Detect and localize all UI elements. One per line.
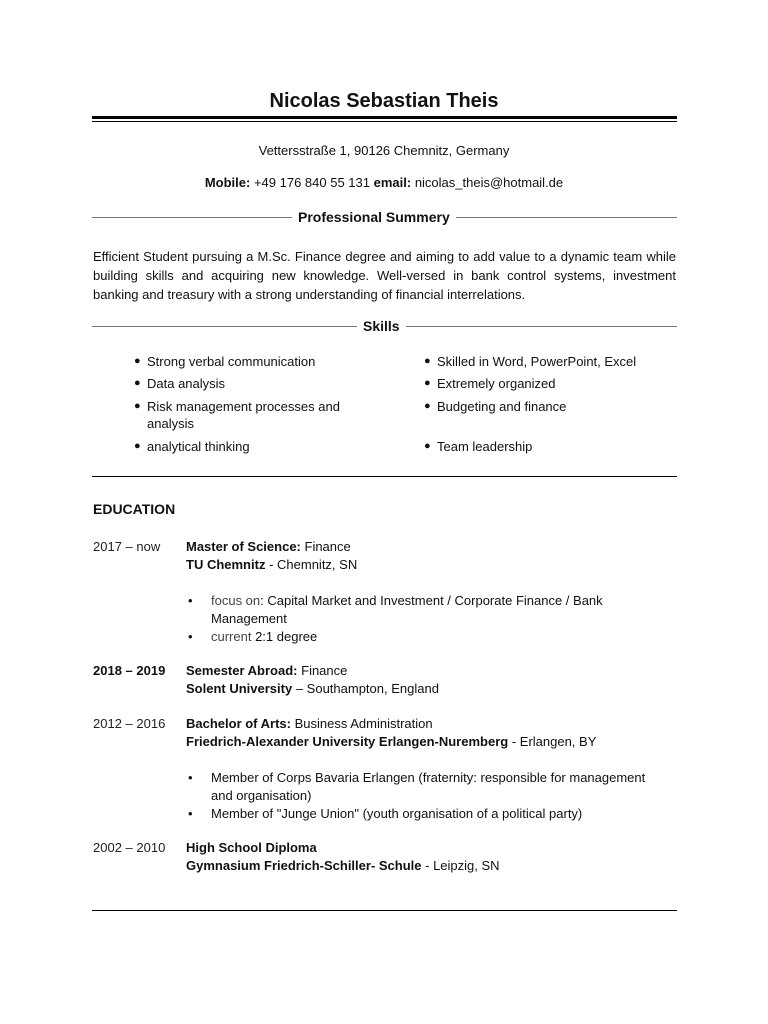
skill-item: ● Data analysis bbox=[134, 376, 226, 391]
education-date: 2017 – now bbox=[93, 539, 161, 554]
bullet-icon: • bbox=[188, 806, 193, 821]
bullet-icon: ● bbox=[424, 400, 431, 412]
email-value: nicolas_theis@hotmail.de bbox=[414, 175, 564, 190]
skills-title: Skills bbox=[363, 318, 400, 334]
skill-item: ● Skilled in Word, PowerPoint, Excel bbox=[424, 354, 637, 369]
mobile-label: Mobile: bbox=[204, 175, 251, 190]
education-school: TU Chemnitz - Chemnitz, SN bbox=[186, 557, 358, 572]
skill-item: ● Strong verbal communication bbox=[134, 354, 316, 369]
summary-text: Efficient Student pursuing a M.Sc. Finance degree and aiming to add value to a dynamic team while building skills and acquiring new knowledge. Well-versed in bank control systems, investment banking and treasury with a strong understanding of financial interrelations. bbox=[93, 249, 676, 302]
education-school: Gymnasium Friedrich-Schiller- Schule - Leipzig, SN bbox=[186, 858, 500, 873]
bullet-icon: ● bbox=[134, 355, 141, 367]
education-date: 2002 – 2010 bbox=[93, 840, 166, 855]
education-bullet: • Member of "Junge Union" (youth organisation of a political party) bbox=[188, 806, 583, 821]
bullet-icon: • bbox=[188, 593, 193, 608]
education-degree: Master of Science: Finance bbox=[186, 539, 351, 554]
education-bullet: • focus on: Capital Market and Investment / Corporate Finance / Bank Management bbox=[188, 593, 603, 626]
heading-rule-left bbox=[92, 217, 292, 218]
bullet-icon: ● bbox=[424, 440, 431, 452]
bullet-icon: ● bbox=[134, 400, 141, 412]
skill-item: ● Team leadership bbox=[424, 439, 533, 454]
email-label: email: bbox=[373, 175, 412, 190]
education-date: 2018 – 2019 bbox=[93, 663, 166, 678]
skill-item: ● Budgeting and finance bbox=[424, 399, 567, 414]
education-bullet: • Member of Corps Bavaria Erlangen (fraternity: responsible for management and organisation) bbox=[188, 770, 646, 803]
bullet-icon: • bbox=[188, 629, 193, 644]
bullet-icon: ● bbox=[134, 377, 141, 389]
summary-title: Professional Summery bbox=[298, 209, 450, 225]
page-bottom-rule bbox=[92, 910, 677, 911]
header-rule-bottom bbox=[92, 121, 677, 122]
education-school: Friedrich-Alexander University Erlangen-Nuremberg - Erlangen, BY bbox=[186, 734, 597, 749]
education-degree: Semester Abroad: Finance bbox=[186, 663, 348, 678]
education-school: Solent University – Southampton, England bbox=[186, 681, 439, 696]
education-degree: High School Diploma bbox=[186, 840, 317, 855]
bullet-icon: ● bbox=[424, 377, 431, 389]
skill-item: ● analytical thinking bbox=[134, 439, 250, 454]
heading-rule-right bbox=[456, 217, 677, 218]
contact-line bbox=[0, 175, 768, 190]
header-rule-top bbox=[92, 116, 677, 119]
summary-heading bbox=[92, 207, 677, 227]
heading-rule-right bbox=[406, 326, 677, 327]
address: Vettersstraße 1, 90126 Chemnitz, Germany bbox=[258, 143, 510, 158]
resume-name: Nicolas Sebastian Theis bbox=[269, 90, 499, 112]
education-date: 2012 – 2016 bbox=[93, 716, 166, 731]
bullet-icon: ● bbox=[424, 355, 431, 367]
skills-heading bbox=[92, 316, 677, 336]
education-title: EDUCATION bbox=[93, 501, 176, 517]
heading-rule-left bbox=[92, 326, 357, 327]
education-bullet: • current 2:1 degree bbox=[188, 629, 318, 644]
mobile-value: +49 176 840 55 131 bbox=[253, 175, 370, 190]
skill-item: ● Extremely organized bbox=[424, 376, 556, 391]
bullet-icon: ● bbox=[134, 440, 141, 452]
education-degree: Bachelor of Arts: Business Administration bbox=[186, 716, 433, 731]
skill-item: ● Risk management processes and analysis bbox=[134, 399, 340, 431]
section-divider bbox=[92, 476, 677, 477]
bullet-icon: • bbox=[188, 770, 193, 785]
